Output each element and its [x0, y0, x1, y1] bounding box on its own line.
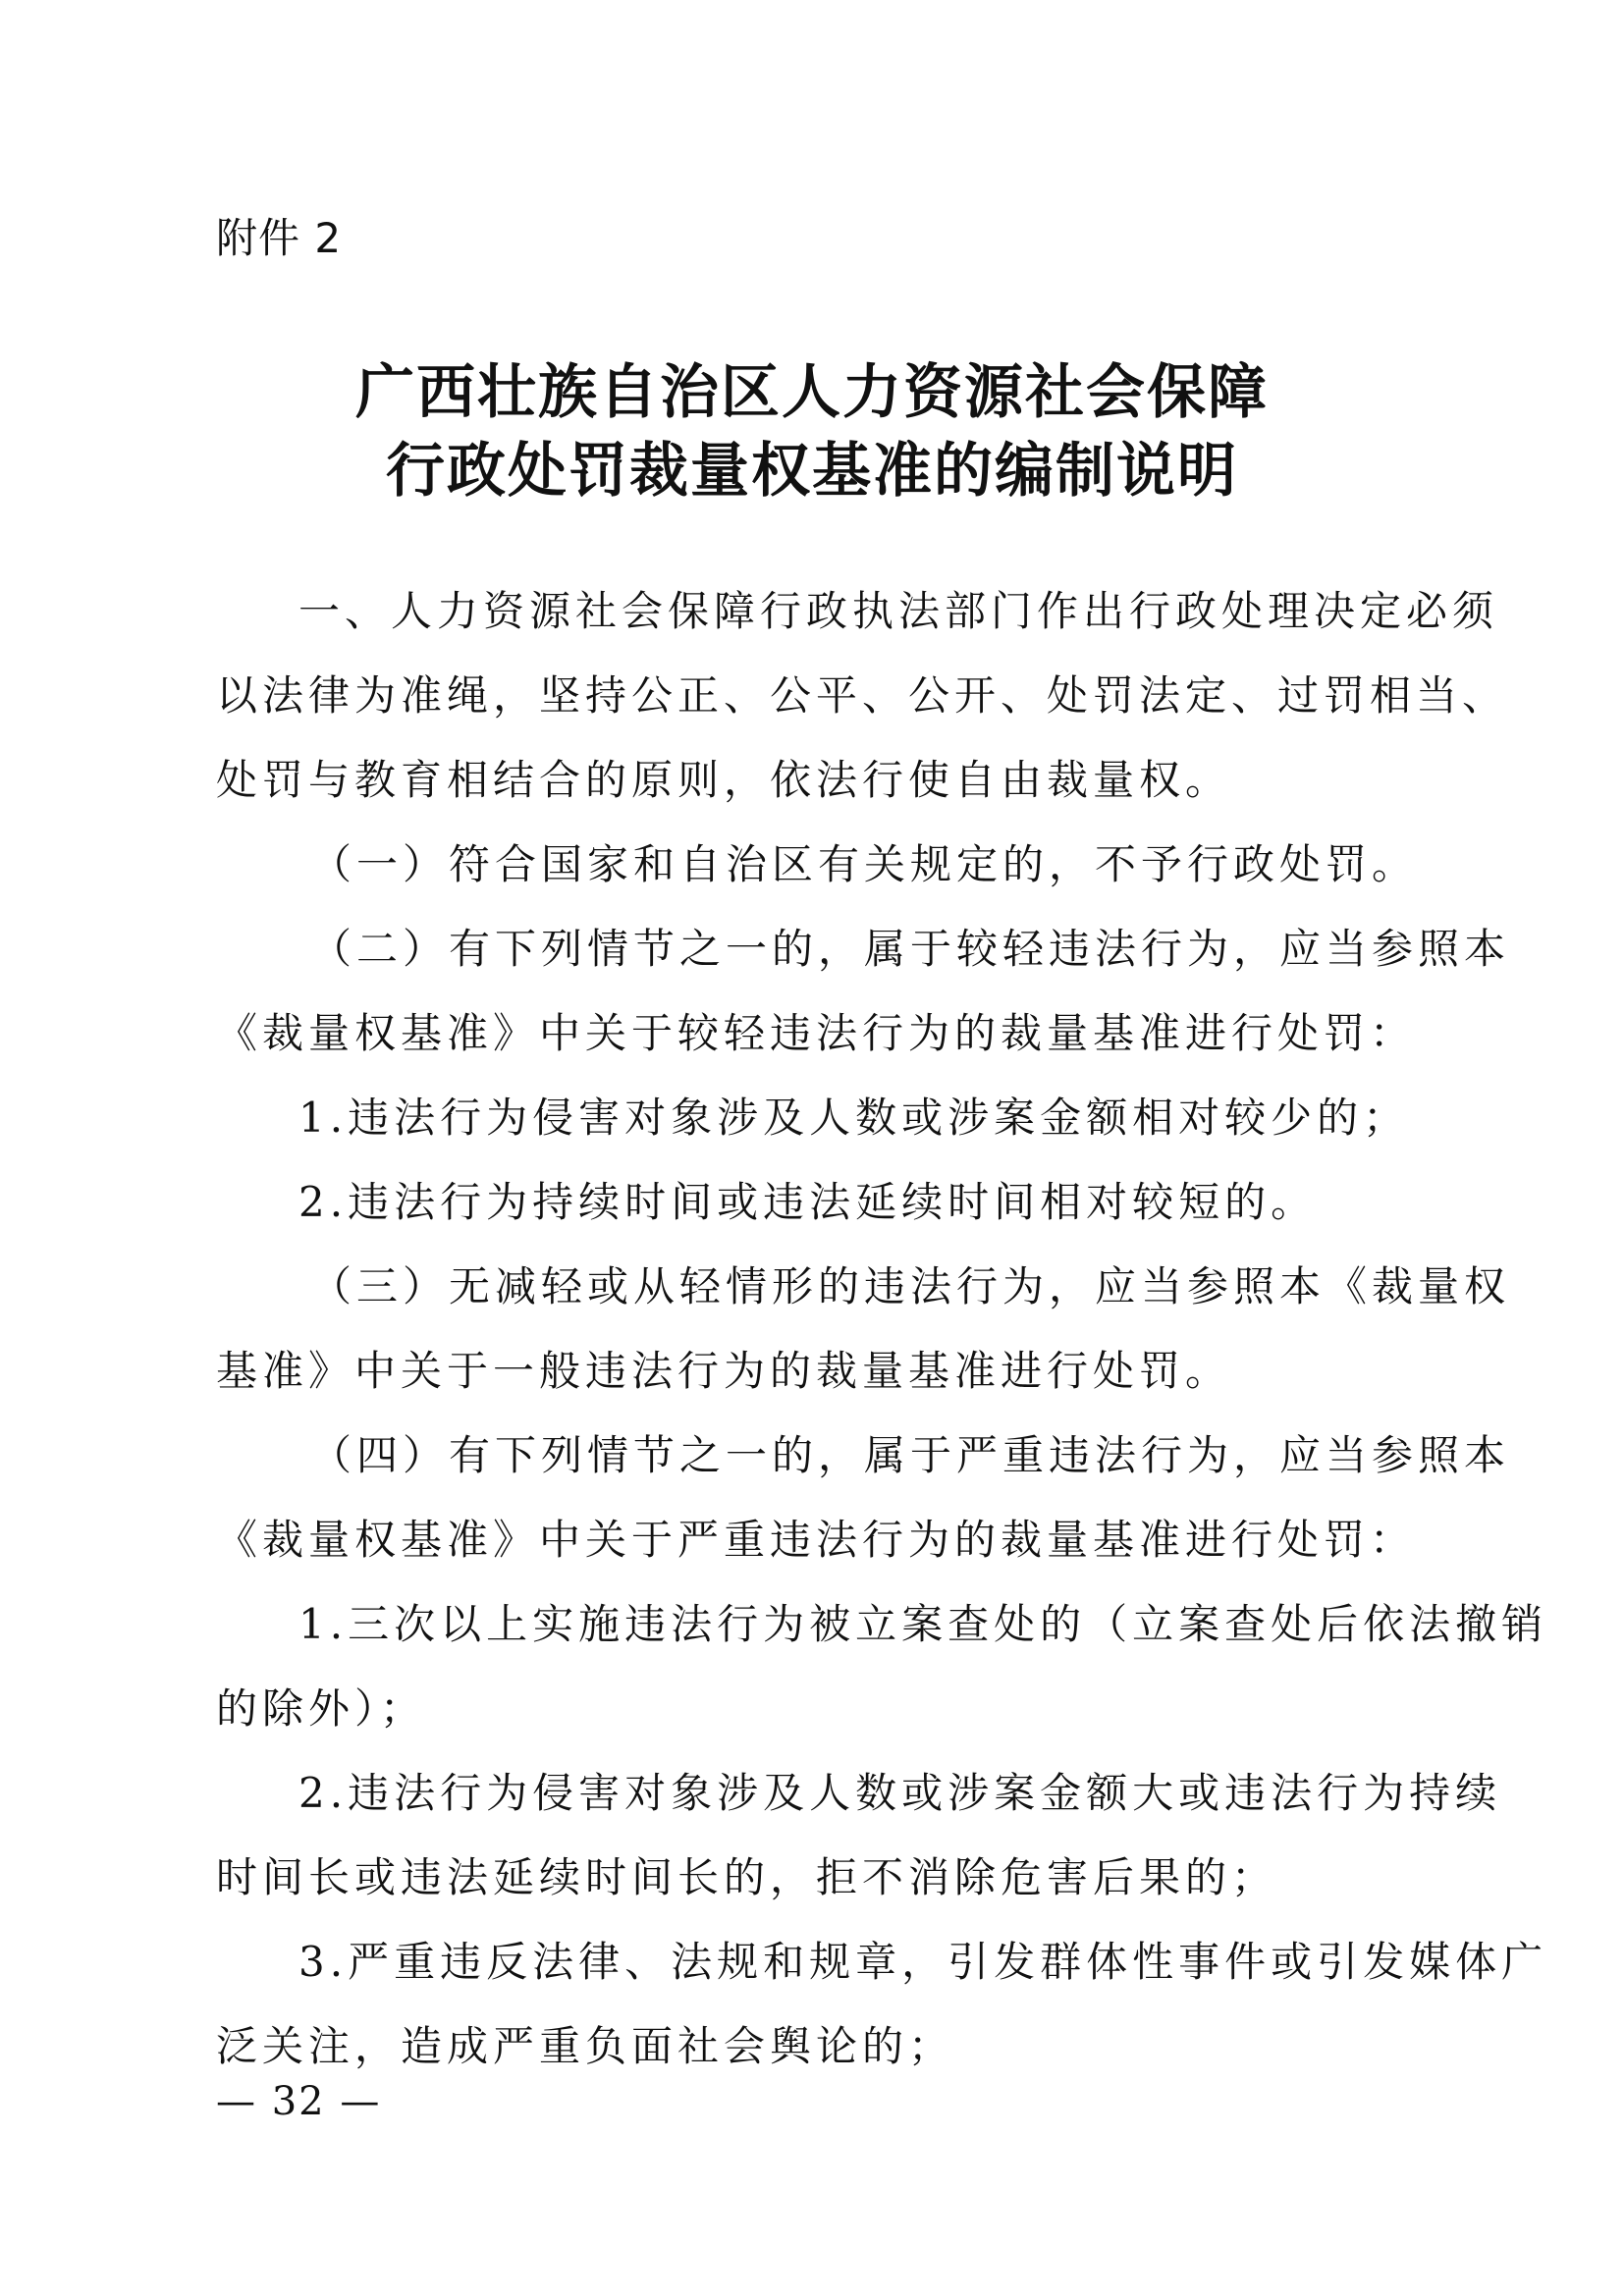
paragraph-no-penalty — [216, 823, 1453, 907]
paragraph-line: 2.违法行为侵害对象涉及人数或涉案金额大或违法行为持续 — [298, 1769, 1502, 1817]
paragraph-serious-violation — [216, 1414, 1511, 1582]
paragraph-line: 的除外）； — [216, 1684, 427, 1733]
paragraph-line: 基准》中关于一般违法行为的裁量基准进行处罚。 — [216, 1347, 1232, 1395]
paragraph-line: 3.严重违反法律、法规和规章，引发群体性事件或引发媒体广 — [298, 1938, 1548, 1986]
list-item-serious-1 — [216, 1582, 1548, 1751]
paragraph-line: 时间长或违法延续时间长的，拒不消除危害后果的； — [216, 1853, 1278, 1901]
attachment-label: 附件 2 — [216, 214, 343, 262]
paragraph-line: 一、人力资源社会保障行政执法部门作出行政处理决定必须 — [298, 587, 1499, 635]
paragraph-line: （四）有下列情节之一的，属于严重违法行为，应当参照本 — [310, 1431, 1511, 1479]
paragraph-general-violation — [216, 1245, 1511, 1414]
document-title-line-1: 广西壮族自治区人力资源社会保障 — [355, 358, 1269, 427]
paragraph-line: （三）无减轻或从轻情形的违法行为，应当参照本《裁量权 — [310, 1262, 1511, 1310]
paragraph-line: 2.违法行为持续时间或违法延续时间相对较短的。 — [298, 1178, 1318, 1226]
paragraph-minor-violation — [216, 907, 1511, 1076]
paragraph-line: （一）符合国家和自治区有关规定的，不予行政处罚。 — [310, 840, 1419, 888]
document-title-line-2: 行政处罚裁量权基准的编制说明 — [386, 437, 1238, 506]
page-number: — 32 — — [216, 2079, 382, 2124]
paragraph-line: 《裁量权基准》中关于严重违法行为的裁量基准进行处罚： — [216, 1516, 1417, 1564]
paragraph-line: （二）有下列情节之一的，属于较轻违法行为，应当参照本 — [310, 925, 1511, 973]
paragraph-line: 泛关注，造成严重负面社会舆论的； — [216, 2022, 955, 2070]
list-item-serious-2 — [216, 1751, 1502, 1920]
paragraph-principles — [216, 569, 1509, 823]
list-item-minor-1 — [216, 1076, 1453, 1160]
list-item-serious-3 — [216, 1920, 1548, 2089]
paragraph-line: 处罚与教育相结合的原则，依法行使自由裁量权。 — [216, 756, 1232, 804]
list-item-minor-2 — [216, 1160, 1453, 1245]
paragraph-line: 1.违法行为侵害对象涉及人数或涉案金额相对较少的； — [298, 1094, 1410, 1142]
paragraph-line: 《裁量权基准》中关于较轻违法行为的裁量基准进行处罚： — [216, 1009, 1417, 1057]
paragraph-line: 以法律为准绳，坚持公正、公平、公开、处罚法定、过罚相当、 — [216, 671, 1509, 720]
paragraph-line: 1.三次以上实施违法行为被立案查处的（立案查处后依法撤销 — [298, 1600, 1548, 1648]
